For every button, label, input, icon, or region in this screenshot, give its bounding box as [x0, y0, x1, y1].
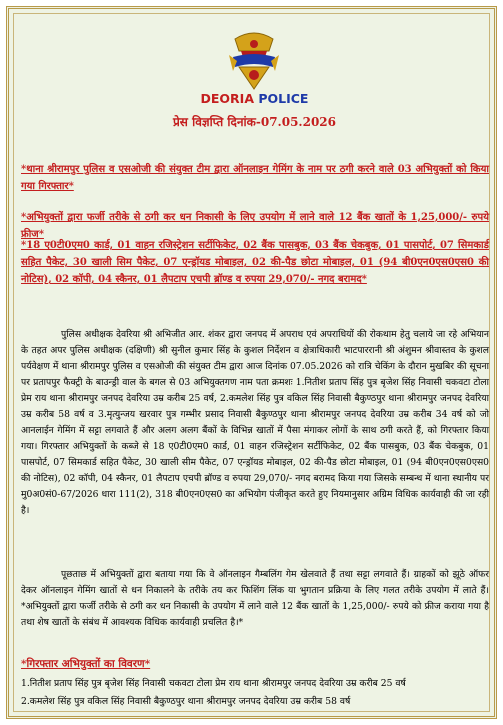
arrested-section-title: *गिरफ्तार अभियुक्तों का विवरण* [21, 658, 151, 670]
police-emblem-icon [221, 31, 287, 91]
arrested-list [21, 675, 489, 711]
org-title-part1: DEORIA [200, 91, 259, 106]
arrested-item: 1.नितीश प्रताप सिंह पुत्र बृजेश सिंह निवासी चकवटा टोला प्रेम राय थाना श्रीरामपुर जनपद देवरिया उम्र करीब 25 वर्ष [21, 678, 406, 689]
headline-arrest: *थाना श्रीरामपुर पुलिस व एसओजी की संयुक्त टीम द्वारा ऑनलाइन गेमिंग के नाम पर ठगी करने वाले 03 अभियुक्तों को किया गया गिरफ्तार* [21, 164, 489, 192]
body-paragraph-1: पुलिस अधीक्षक देवरिया श्री अभिजीत आर. शंकर द्वारा जनपद में अपराध एवं अपराधियों की रोकथाम हेतु चलाये जा रहे अभियान के तहत अपर पुलिस अधीक्षक (दक्षिणी) श्री सुनील कुमार सिंह के कुशल निर्देशन व क्षेत्राधिकारी भाटपाररानी श्री अंशुमन श्रीवास्तव के कुशल पर्यवेक्षण में थाना श्रीरामपुर पुलिस व एसओजी की संयुक्त टीम द्वारा आज दिनांक 07.05.2026 को रात्रि चेकिंग के दौरान मुखबिर की सूचना पर प्रतापपुर फैक्ट्री के बाउन्ड्री वाल के बगल से 03 अभियुक्तगण नाम पता क्रमशः 1.नितीश प्रताप सिंह पुत्र बृजेश सिंह निवासी चकवटा टोला प्रेम राय थाना श्रीरामपुर जनपद देवरिया उम्र करीब 25 वर्ष, 2.कमलेश सिंह पुत्र वकिल सिंह निवासी बैकुण्ठपुर थाना श्रीरामपुर जनपद देवरिया उम्र करीब 58 वर्ष व 3.मृत्युन्जय खरवार पुत्र गम्भीर प्रसाद निवासी बैकुण्ठपुर थाना श्रीरामपुर जनपद देवरिया उम्र करीब 34 वर्ष को जो आनलाईन गेमिंग में सट्टा लगवाते हैं और अलग अलग बैंकों के विभिन्न खातों में पैसा मंगाकर लोगों के साथ ठगी करते हैं, को गिरफ्तार किया गया। गिरफ्तार अभियुक्तों के कब्जे से 18 ए0टी0एम0 कार्ड, 01 वाहन रजिस्ट्रेशन सर्टीफिकेट, 02 बैंक पासबुक, 03 बैंक चेकबुक, 01 पासपोर्ट, 07 सिमकार्ड सहित पैकेट, 30 खाली सीम पैकेट, 07 एन्ड्रॉयड मोबाइल, 02 की-पैड छोटा मोबाइल, 01 (94 बी0एन0एस0एस0 की नोटिस), 02 कॉपी, 04 स्कैनर, 01 लैपटाप एचपी ब्रॉण्ड व रुपया 29,070/- नगद बरामद किया गया जिसके सम्बन्ध में थाना स्थानीय पर मु0अ0सं0-67/2026 धारा 111(2), 318 बी0एन0एस0 का अभियोग पंजीकृत करते हुए नियमानुसार अग्रिम विधिक कार्यवाही की जा रही है। [21, 329, 489, 516]
press-release-date: प्रेस विज्ञप्ति दिनांक-07.05.2026 [172, 115, 336, 129]
org-title-part2: POLICE [258, 91, 309, 106]
headline-recovered-items: *18 ए0टी0एम0 कार्ड, 01 वाहन रजिस्ट्रेशन सर्टीफिकेट, 02 बैंक पासबुक, 03 बैंक चेकबुक, 01 पासपोर्ट, 07 सिमकार्ड सहित पैकेट, 30 खाली सिम पैकेट, 07 एन्ड्रॉयड मोबाइल, 02 की-पैड छोटा मोबाइल, 01 (94 बी0एन0एस0एस0 की नोटिस), 02 कॉपी, 04 स्कैनर, 01 लैपटाप एचपी ब्रॉण्ड व रुपया 29,070/- नगद बरामद* [21, 240, 489, 285]
body-paragraph-2: पूछताछ में अभियुक्तों द्वारा बताया गया कि वे ऑनलाइन गैम्बलिंग गेम खेलवाते हैं तथा सट्टा लगवाते हैं। ग्राहकों को झूठे ऑफर देकर ऑनलाइन गेमिंग खातों से धन निकालने के तरीके तय कर फिशिंग लिंक या भुगतान प्रक्रिया के लिए गलत तरीके उपयोग में लाते हैं। *अभियुक्तों द्वारा फर्जी तरीके से ठगी कर धन निकासी के उपयोग में लाने वाले 12 बैंक खातों के 1,25,000/- रुपये को फ्रीज कराया गया है तथा शेष खातों के संबंध में आवश्यक विधिक कार्यवाही प्रचलित है।* [21, 569, 489, 628]
press-release-page [6, 6, 497, 719]
arrested-item: 2.कमलेश सिंह पुत्र वकिल सिंह निवासी बैकुण्ठपुर थाना श्रीरामपुर जनपद देवरिया उम्र करीब 58 वर्ष [21, 696, 351, 707]
org-title [9, 91, 497, 106]
headline-accounts-frozen: *अभियुक्तों द्वारा फर्जी तरीके से ठगी कर धन निकासी के लिए उपयोग में लाने वाले 12 बैंक खातों के 1,25,000/- रुपये फ्रीज* [21, 212, 489, 240]
